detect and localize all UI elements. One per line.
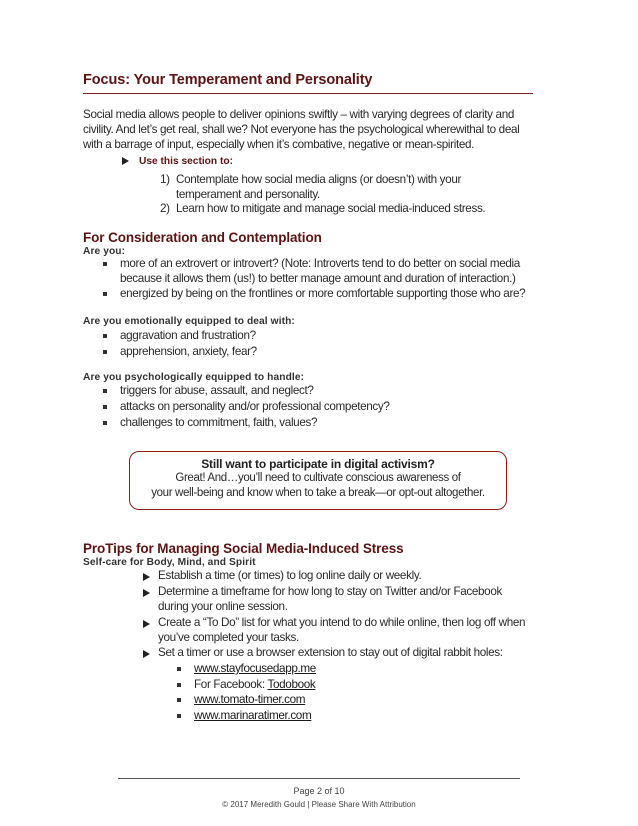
- question-label: Are you:: [83, 246, 126, 257]
- list-item: triggers for abuse, assault, and neglect?: [120, 384, 314, 397]
- intro-line: with a barrage of input, especially when it’s combative, negative or mean-spirited.: [83, 138, 475, 151]
- arrow-bullet-icon: [143, 650, 150, 658]
- facebook-label: For Facebook:: [194, 678, 268, 691]
- list-number: 2): [160, 202, 170, 215]
- callout-line: your well-being and know when to take a break—or opt-out altogether.: [151, 487, 485, 499]
- arrow-bullet-icon: [143, 573, 150, 581]
- link-item: [194, 677, 315, 692]
- callout-line: Great! And…you’ll need to cultivate conscious awareness of: [175, 472, 461, 484]
- copyright-notice: © 2017 Meredith Gould | Please Share With Attribution: [222, 800, 416, 809]
- callout-title: Still want to participate in digital activism?: [201, 457, 435, 471]
- list-line: Learn how to mitigate and manage social media-induced stress.: [176, 202, 486, 215]
- square-bullet-icon: [103, 350, 107, 354]
- footer-divider: [118, 778, 520, 779]
- square-bullet-icon: [177, 714, 181, 718]
- square-bullet-icon: [103, 421, 107, 425]
- list-item: challenges to commitment, faith, values?: [120, 416, 318, 429]
- intro-paragraph: [83, 107, 553, 152]
- use-section-label: Use this section to:: [139, 156, 233, 167]
- section-title-consideration: For Consideration and Contemplation: [83, 230, 322, 245]
- link-marinara-timer[interactable]: www.marinaratimer.com: [194, 709, 312, 722]
- list-line: temperament and personality.: [176, 188, 320, 201]
- list-line: because it allows them (us!) to better manage amount and duration of interaction.): [120, 272, 516, 285]
- link-stayfocused[interactable]: www.stayfocusedapp.me: [194, 662, 316, 675]
- list-item: [120, 286, 560, 301]
- list-line: more of an extrovert or introvert? (Note: Introverts tend to do better on social media: [120, 257, 520, 270]
- section-title-protips: ProTips for Managing Social Media-Induced Stress: [83, 541, 404, 556]
- square-bullet-icon: [177, 683, 181, 687]
- question-label: Are you emotionally equipped to deal with:: [83, 316, 295, 327]
- square-bullet-icon: [103, 292, 107, 296]
- arrow-bullet-icon: [143, 589, 150, 597]
- square-bullet-icon: [177, 667, 181, 671]
- arrow-bullet-icon: [122, 157, 129, 165]
- list-line: Create a “To Do” list for what you intend to do while online, then log off when: [158, 616, 526, 629]
- protips-subtitle: Self-care for Body, Mind, and Spirit: [83, 557, 256, 568]
- square-bullet-icon: [103, 334, 107, 338]
- section-title-focus: Focus: Your Temperament and Personality: [83, 72, 373, 88]
- list-item: attacks on personality and/or professional competency?: [120, 400, 390, 413]
- arrow-bullet-icon: [143, 620, 150, 628]
- list-line: Contemplate how social media aligns (or doesn’t) with your: [176, 173, 462, 186]
- list-item: Establish a time (or times) to log online daily or weekly.: [158, 569, 422, 582]
- square-bullet-icon: [103, 262, 107, 266]
- list-line: during your online session.: [158, 600, 288, 613]
- link-item: [194, 661, 316, 676]
- square-bullet-icon: [177, 698, 181, 702]
- list-line: energized by being on the frontlines or more comfortable supporting those who are?: [120, 287, 526, 300]
- link-tomato-timer[interactable]: www.tomato-timer.com: [194, 693, 306, 706]
- list-item: [120, 256, 560, 286]
- title-underline: [83, 93, 533, 94]
- list-item: [158, 584, 558, 614]
- page-number: Page 2 of 10: [293, 786, 345, 796]
- use-list-item-2: [160, 201, 536, 216]
- list-line: you’ve completed your tasks.: [158, 631, 299, 644]
- list-line: Determine a timeframe for how long to stay on Twitter and/or Facebook: [158, 585, 502, 598]
- link-item: [194, 708, 311, 723]
- question-label: Are you psychologically equipped to handle:: [83, 372, 305, 383]
- link-item: [194, 692, 305, 707]
- intro-line: Social media allows people to deliver opinions swiftly – with varying degrees of clarity and: [83, 108, 514, 121]
- list-item: aggravation and frustration?: [120, 329, 256, 342]
- list-item: [158, 615, 558, 645]
- use-list-item-1: [160, 172, 536, 202]
- list-item: Set a timer or use a browser extension to stay out of digital rabbit holes:: [158, 646, 503, 659]
- link-todobook[interactable]: Todobook: [267, 678, 316, 691]
- list-number: 1): [160, 173, 170, 186]
- callout-box: [129, 451, 507, 510]
- list-item: apprehension, anxiety, fear?: [120, 345, 257, 358]
- square-bullet-icon: [103, 389, 107, 393]
- square-bullet-icon: [103, 405, 107, 409]
- intro-line: civility. And let’s get real, shall we? Not everyone has the psychological wherewithal to deal: [83, 123, 520, 136]
